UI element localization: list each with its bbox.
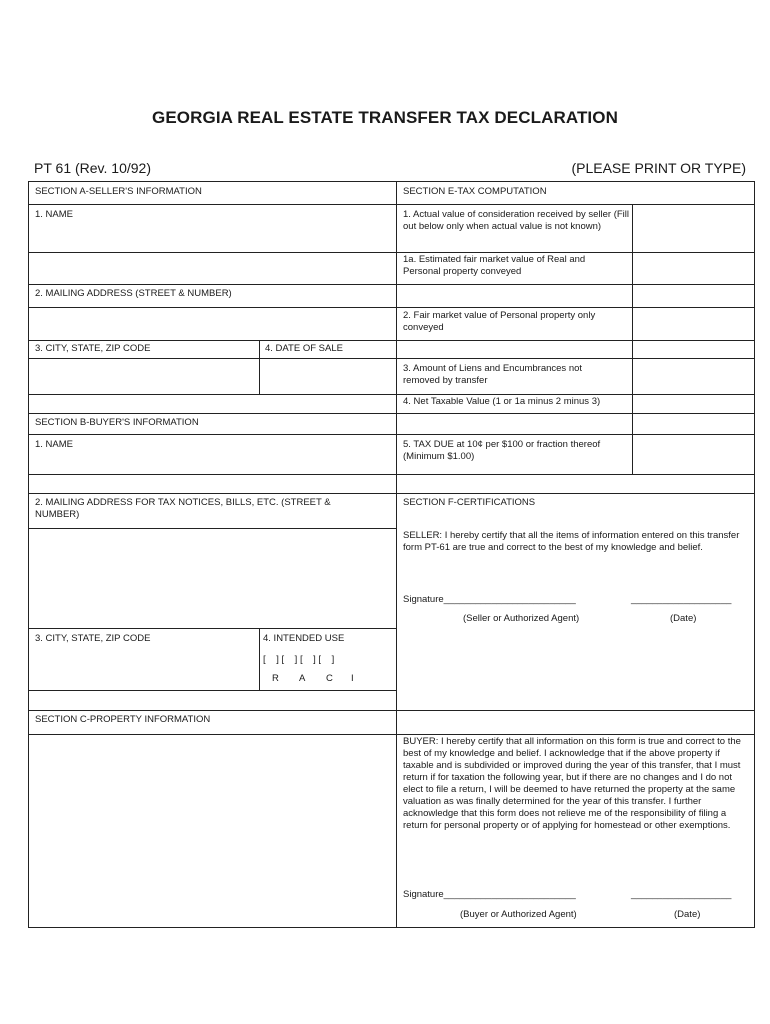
seller-certification-text: SELLER: I hereby certify that all the items of information entered on this transfer form PT-61 are true and correct to the best of my knowledge and belief. bbox=[403, 530, 740, 553]
section-a-header: SECTION A-SELLER'S INFORMATION bbox=[35, 186, 202, 197]
seller-name-label: 1. NAME bbox=[35, 209, 74, 220]
section-f-header: SECTION F-CERTIFICATIONS bbox=[403, 497, 536, 508]
section-c-header: SECTION C-PROPERTY INFORMATION bbox=[35, 714, 211, 725]
tax-line-2: 2. Fair market value of Personal property only conveyed bbox=[403, 310, 596, 333]
buyer-agent-caption: (Buyer or Authorized Agent) bbox=[460, 909, 577, 920]
seller-date-line[interactable]: ___________________ bbox=[631, 594, 732, 605]
tax-line-4: 4. Net Taxable Value (1 or 1a minus 2 minus 3) bbox=[403, 396, 601, 407]
seller-date-caption: (Date) bbox=[670, 613, 697, 624]
tax-line-3: 3. Amount of Liens and Encumbrances not removed by transfer bbox=[403, 363, 583, 386]
buyer-date-line[interactable]: ___________________ bbox=[631, 889, 732, 900]
print-note: (PLEASE PRINT OR TYPE) bbox=[571, 160, 746, 176]
form-revision: PT 61 (Rev. 10/92) bbox=[34, 160, 151, 176]
intended-use-checkboxes[interactable]: [ ] [ ] [ ] [ ] bbox=[263, 654, 335, 665]
tax-line-1a: 1a. Estimated fair market value of Real and Personal property conveyed bbox=[403, 254, 586, 277]
buyer-city-label: 3. CITY, STATE, ZIP CODE bbox=[35, 633, 151, 644]
tax-line-5: 5. TAX DUE at 10¢ per $100 or fraction thereof (Minimum $1.00) bbox=[403, 439, 601, 462]
tax-line-1: 1. Actual value of consideration received by seller (Fill out below only when actual value is not known) bbox=[403, 209, 630, 232]
seller-agent-caption: (Seller or Authorized Agent) bbox=[463, 613, 580, 624]
seller-signature-line[interactable]: Signature_________________________ bbox=[403, 594, 576, 605]
form-title: GEORGIA REAL ESTATE TRANSFER TAX DECLARATION bbox=[152, 108, 618, 127]
section-b-header: SECTION B-BUYER'S INFORMATION bbox=[35, 417, 199, 428]
seller-city-label: 3. CITY, STATE, ZIP CODE bbox=[35, 343, 151, 354]
intended-use-label: 4. INTENDED USE bbox=[263, 633, 345, 644]
buyer-certification-text: BUYER: I hereby certify that all information on this form is true and correct to the best of my knowledge and belief. I acknowledge that if the above property if taxable and is subdivided or improved during the year of this transfer, that I must return if for taxation the following year, but if there are no changes and I do not elect to file a return, I will be deemed to have returned the property at the same valuation as was finally determined for the year of this transfer. I further acknowledge that this form does not relieve me of the responsibility of filing a return for personal property or of applying for homestead or other exemptions. bbox=[403, 736, 741, 831]
use-code-i: I bbox=[351, 673, 354, 684]
use-code-c: C bbox=[326, 673, 333, 684]
section-e-header: SECTION E-TAX COMPUTATION bbox=[403, 186, 547, 197]
use-code-a: A bbox=[299, 673, 306, 684]
buyer-mailing-label: 2. MAILING ADDRESS FOR TAX NOTICES, BILLS, ETC. (STREET & NUMBER) bbox=[35, 497, 331, 520]
date-of-sale-label: 4. DATE OF SALE bbox=[265, 343, 343, 354]
buyer-date-caption: (Date) bbox=[674, 909, 701, 920]
buyer-name-label: 1. NAME bbox=[35, 439, 74, 450]
use-code-r: R bbox=[272, 673, 279, 684]
seller-mailing-label: 2. MAILING ADDRESS (STREET & NUMBER) bbox=[35, 288, 232, 299]
buyer-signature-line[interactable]: Signature_________________________ bbox=[403, 889, 576, 900]
